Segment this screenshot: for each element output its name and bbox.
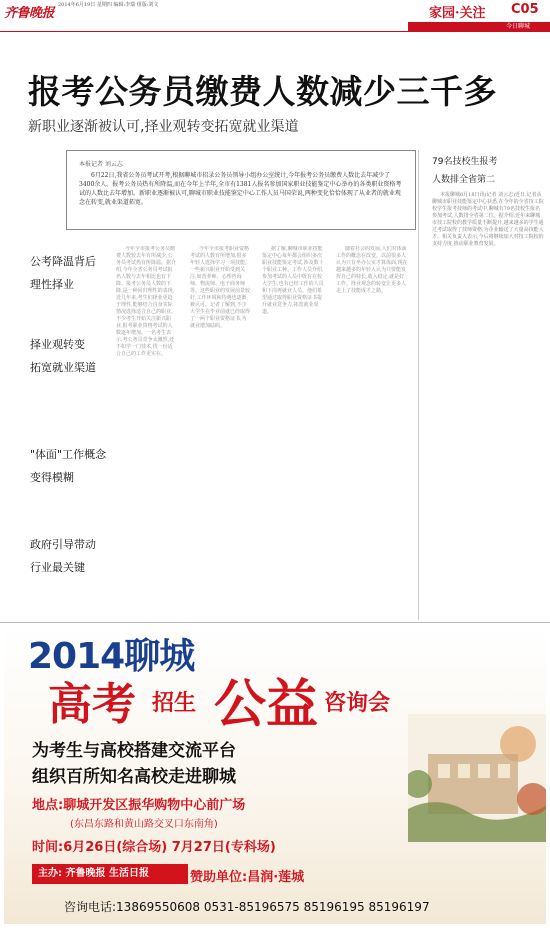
column-divider: [418, 150, 419, 620]
ad-zixunhui: 咨询会: [324, 691, 391, 716]
kicker: 政府引导带动: [30, 538, 96, 551]
issue-meta: 2014年6月19日 星期四 编辑:李瑞 组版:刘文: [58, 2, 159, 8]
ad-host: 主办: 齐鲁晚报 生活日报: [32, 864, 188, 884]
body-column: 随着社会的发展,人们对体面工作的概念在改变。以前很多人认为只有坐办公室才算体面,现在越来越多的年轻人认为只要能发挥自己的特长,收入稳定,就是好工作。择业观念的转变让更多人走上了技能成才之路。: [336, 246, 408, 294]
sidebar-headline-line: 人数排全省第二: [432, 175, 496, 185]
sidebar-body: 本报聊城6月18日讯(记者 刘云志)近日,记者从聊城市职业技能鉴定中心获悉,在今年的全省技工院校学生报考技师的考试中,聊城有79名技校生报名参加考试,人数排全省第二位。据介绍,近年来聊城市技工院校的教学质量不断提升,越来越多的学生通过考试取得了技师资格,为企业输送了大量高技能人才。相关负责人表示,今后将继续加大对技工院校的支持力度,推动职业教育发展。: [432, 192, 544, 247]
sidebar-headline: [432, 153, 532, 189]
edition-label: 今日聊城: [505, 23, 530, 30]
kicker: 择业观转变: [30, 338, 85, 351]
ad-time: 时间:6月26日(综合场) 7月27日(专科场): [32, 840, 276, 855]
campus-photo: [408, 714, 546, 842]
body-column: 今年全市报考职业资格考试的人数有所增加,很多年轻人选择学习一项技能。一些新兴职业开始受到关注,如营养师、心理咨询师、物流师、电子商务师等。这些职业的发展前景较好,工作环境和待遇也逐渐被认可。记者了解到,不少大学生在毕业前就已经取得了一两个职业资格证书,为就业增加砝码。: [190, 246, 250, 329]
ad-slogan: 组织百所知名高校走进聊城: [32, 767, 236, 787]
kicker: 变得模糊: [30, 471, 74, 484]
ad-slogan: 为考生与高校搭建交流平台: [32, 741, 236, 761]
page-number: C05: [511, 2, 539, 17]
kicker: 行业最关键: [30, 561, 85, 574]
edition-bar: [408, 22, 550, 31]
section-title: 家园·关注: [429, 6, 486, 21]
ad-location: 地点:聊城开发区振华购物中心前广场: [32, 798, 246, 813]
article-subheadline: 新职业逐渐被认可,择业观转变拓宽就业渠道: [28, 119, 299, 135]
kicker: 公考降温背后: [30, 255, 96, 268]
kicker: 拓宽就业渠道: [30, 361, 96, 374]
kicker: 理性择业: [30, 278, 74, 291]
ad-year-city: 2014聊城: [28, 636, 195, 677]
summary-text: 6月22日,我省公务员考试开考,根据聊城市招录公务员领导小组办公室统计,今年报考公务员缴费人数比去年减少了3400余人。报考公务员热有所降温,而在今年上半年,全市有1381人报名参加国家职业技能鉴定中心举办的各类职业资格考试的人数比去年增加。新职业逐渐被认可,聊城市职业技能鉴定中心工作人员马国荣说,两种变化恰恰体现了从业者的就业观念在转变,就业渠道拓宽。: [79, 172, 402, 206]
advertisement: [4, 626, 546, 924]
header-divider: [0, 31, 550, 32]
ad-sponsor: 赞助单位:昌润·莲城: [190, 870, 305, 885]
newspaper-logo: 齐鲁晚报: [4, 6, 55, 21]
byline: 本报记者 刘云志: [79, 161, 123, 168]
ad-zhaosheng: 招生: [152, 691, 197, 716]
sidebar-headline-line: 79名技校生报考: [432, 157, 498, 167]
ad-gongyi: 公益: [214, 675, 319, 735]
body-column: 今年全市报考公务员缴费人数较去年有所减少,公务员考试热有所降温。据介绍,今年全省公务员考试报名人数与去年相比也有下降。报考公务员人数的下降,是一种回归理性的表现,近几年来,考生们择业更趋于理性,能够结合自身实际情况选择适合自己的职业。不少考生开始关注新兴职业,报考职业资格考试的人数逐年增加。一名考生表示,考公务员竞争太激烈,还不如学一门技术,找一份适合自己的工作更实在。: [116, 246, 176, 357]
article-headline: 报考公务员缴费人数减少三千多: [28, 72, 497, 111]
summary-box: [66, 150, 416, 230]
ad-phone: 咨询电话:13869550608 0531-85196575 85196195 85196197: [64, 900, 430, 914]
ad-gaokao: 高考: [48, 679, 136, 730]
ad-address: (东昌东路和黄山路交叉口东南角): [70, 819, 218, 830]
body-column: 据了解,聊城市职业技能鉴定中心每年都会组织多次职业技能鉴定考试,涉及数十个职业工种。工作人员介绍,参加考试的人员中既有在校大学生,也有已经工作的人员和下岗再就业人员。他们希望通过取得职业资格证书提升就业竞争力,拓宽就业渠道。: [262, 246, 324, 315]
kicker: "体面"工作概念: [30, 448, 107, 461]
ad-divider: [0, 622, 550, 623]
